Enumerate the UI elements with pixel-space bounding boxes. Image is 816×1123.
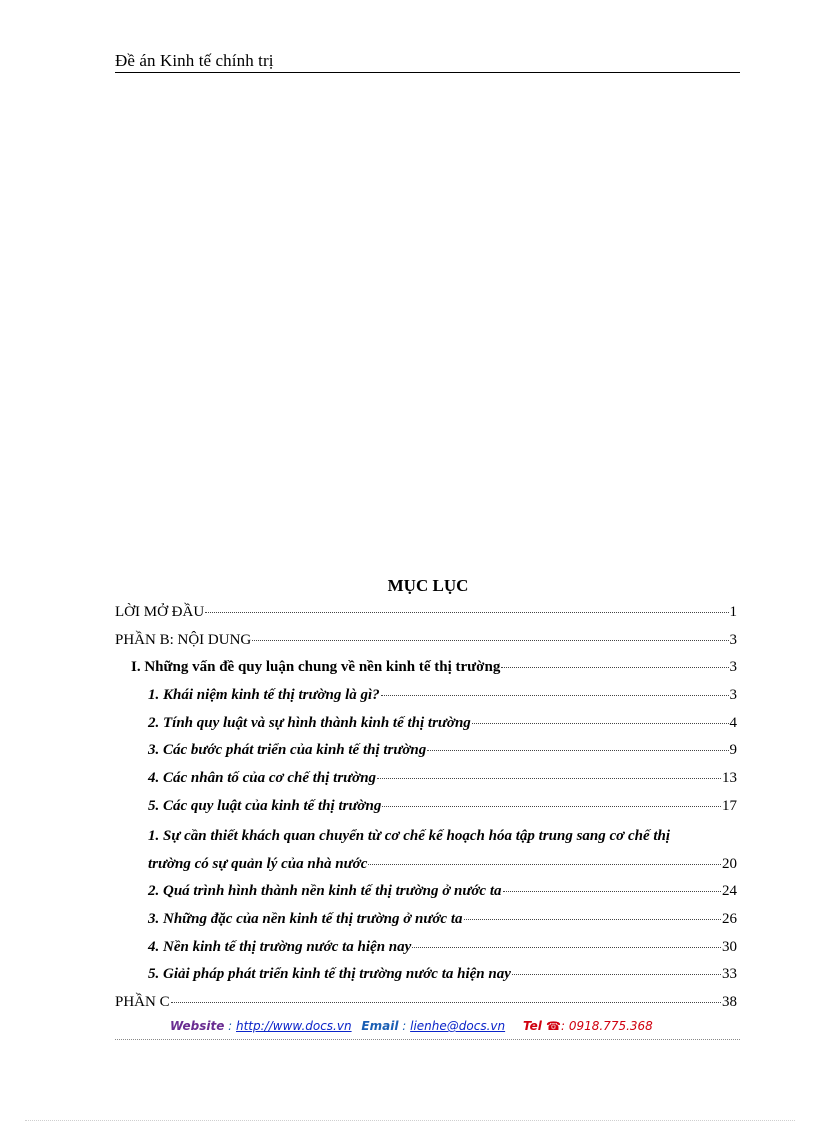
toc-entry[interactable] <box>115 710 737 738</box>
toc-entry-text: 2. Tính quy luật và sự hình thành kinh tế thị trường <box>148 714 471 731</box>
phone-number: 0918.775.368 <box>568 1019 653 1033</box>
toc-entry[interactable] <box>115 989 737 1017</box>
toc-entry-text: PHẦN B: NỘI DUNG <box>115 631 252 648</box>
email-separator: : <box>398 1019 411 1033</box>
website-separator: : <box>224 1019 236 1033</box>
toc-entry-page: 3 <box>729 659 737 676</box>
tel-separator: : <box>560 1019 569 1033</box>
toc-entry[interactable] <box>115 906 737 934</box>
toc-entry-page: 3 <box>729 687 737 704</box>
toc-entry[interactable] <box>115 878 737 906</box>
toc-entry-text: 3. Những đặc của nền kinh tế thị trường ở nước ta <box>148 910 463 927</box>
phone-icon: ☎ <box>546 1019 561 1033</box>
toc-entry-page: 1 <box>729 604 737 620</box>
dot-leader <box>464 919 722 920</box>
toc-entry-text: 4. Các nhân tố của cơ chế thị trường <box>148 770 377 787</box>
toc-entry-text: 5. Các quy luật của kinh tế thị trường <box>148 797 382 814</box>
toc-entry[interactable] <box>115 654 737 682</box>
toc-entry-text-line1: 1. Sự cần thiết khách quan chuyển từ cơ chế kế hoạch hóa tập trung sang cơ chế thị <box>148 827 671 844</box>
dot-leader <box>503 891 721 892</box>
toc-entry[interactable] <box>115 934 737 962</box>
dot-leader <box>472 723 729 724</box>
toc-entry-page: 4 <box>729 714 737 731</box>
toc-entry-page: 38 <box>722 993 737 1010</box>
toc-entry-text: 5. Giải pháp phát triển kinh tế thị trường nước ta hiện nay <box>148 966 511 983</box>
toc-entry[interactable] <box>115 961 737 989</box>
toc-entry[interactable] <box>115 627 737 655</box>
toc-entry-page: 3 <box>729 631 737 648</box>
website-label: Website <box>170 1019 225 1033</box>
toc-entry[interactable] <box>115 765 737 793</box>
toc-entry-text: 2. Quá trình hình thành nền kinh tế thị trường ở nước ta <box>148 883 502 900</box>
tel-label: Tel <box>522 1019 547 1033</box>
website-link[interactable]: http://www.docs.vn <box>236 1019 352 1033</box>
dot-leader <box>171 1002 721 1003</box>
table-of-contents <box>115 572 737 1017</box>
dot-leader <box>382 806 721 807</box>
dot-leader <box>377 778 721 779</box>
dot-leader <box>512 974 721 975</box>
toc-entry-text: 3. Các bước phát triển của kinh tế thị trường <box>148 742 427 759</box>
toc-entry-page: 33 <box>722 966 737 983</box>
page-header <box>115 48 740 73</box>
dot-leader <box>368 864 721 865</box>
toc-title: MỤC LỤC <box>387 576 469 595</box>
page-boundary-divider <box>25 1120 795 1121</box>
toc-entry[interactable] <box>115 599 737 627</box>
toc-entry[interactable] <box>115 682 737 710</box>
header-title: Đề án Kinh tế chính trị <box>115 51 274 70</box>
toc-entry-page: 9 <box>729 742 737 759</box>
email-label: Email <box>361 1019 399 1033</box>
dot-leader <box>501 667 728 668</box>
toc-entry-page: 30 <box>722 938 737 955</box>
toc-entry-page: 20 <box>722 855 737 872</box>
toc-entry-page: 26 <box>722 910 737 927</box>
dot-leader <box>252 640 728 641</box>
toc-entry-text: LỜI MỞ ĐẦU <box>115 604 205 620</box>
page-footer <box>115 1017 740 1040</box>
dot-leader <box>427 750 728 751</box>
toc-entry-page: 24 <box>722 883 737 900</box>
toc-entry-text: 1. Khái niệm kinh tế thị trường là gì? <box>148 687 380 704</box>
toc-entry-text: 4. Nền kinh tế thị trường nước ta hiện nay <box>148 938 412 955</box>
dot-leader <box>381 695 729 696</box>
toc-entry-wrapped[interactable] <box>115 821 737 879</box>
dot-leader <box>412 947 721 948</box>
dot-leader <box>205 612 728 613</box>
toc-entry-text: PHẦN C <box>115 993 170 1010</box>
toc-entry-line2 <box>115 851 737 879</box>
toc-entry[interactable] <box>115 793 737 821</box>
toc-entry-text: I. Những vấn đề quy luận chung về nền kinh tế thị trường <box>131 659 501 676</box>
toc-entry[interactable] <box>115 737 737 765</box>
toc-entry-page: 13 <box>722 770 737 787</box>
email-link[interactable]: lienhe@docs.vn <box>410 1019 506 1033</box>
toc-entry-page: 17 <box>722 797 737 814</box>
toc-entry-text: trường có sự quản lý của nhà nước <box>148 855 368 872</box>
